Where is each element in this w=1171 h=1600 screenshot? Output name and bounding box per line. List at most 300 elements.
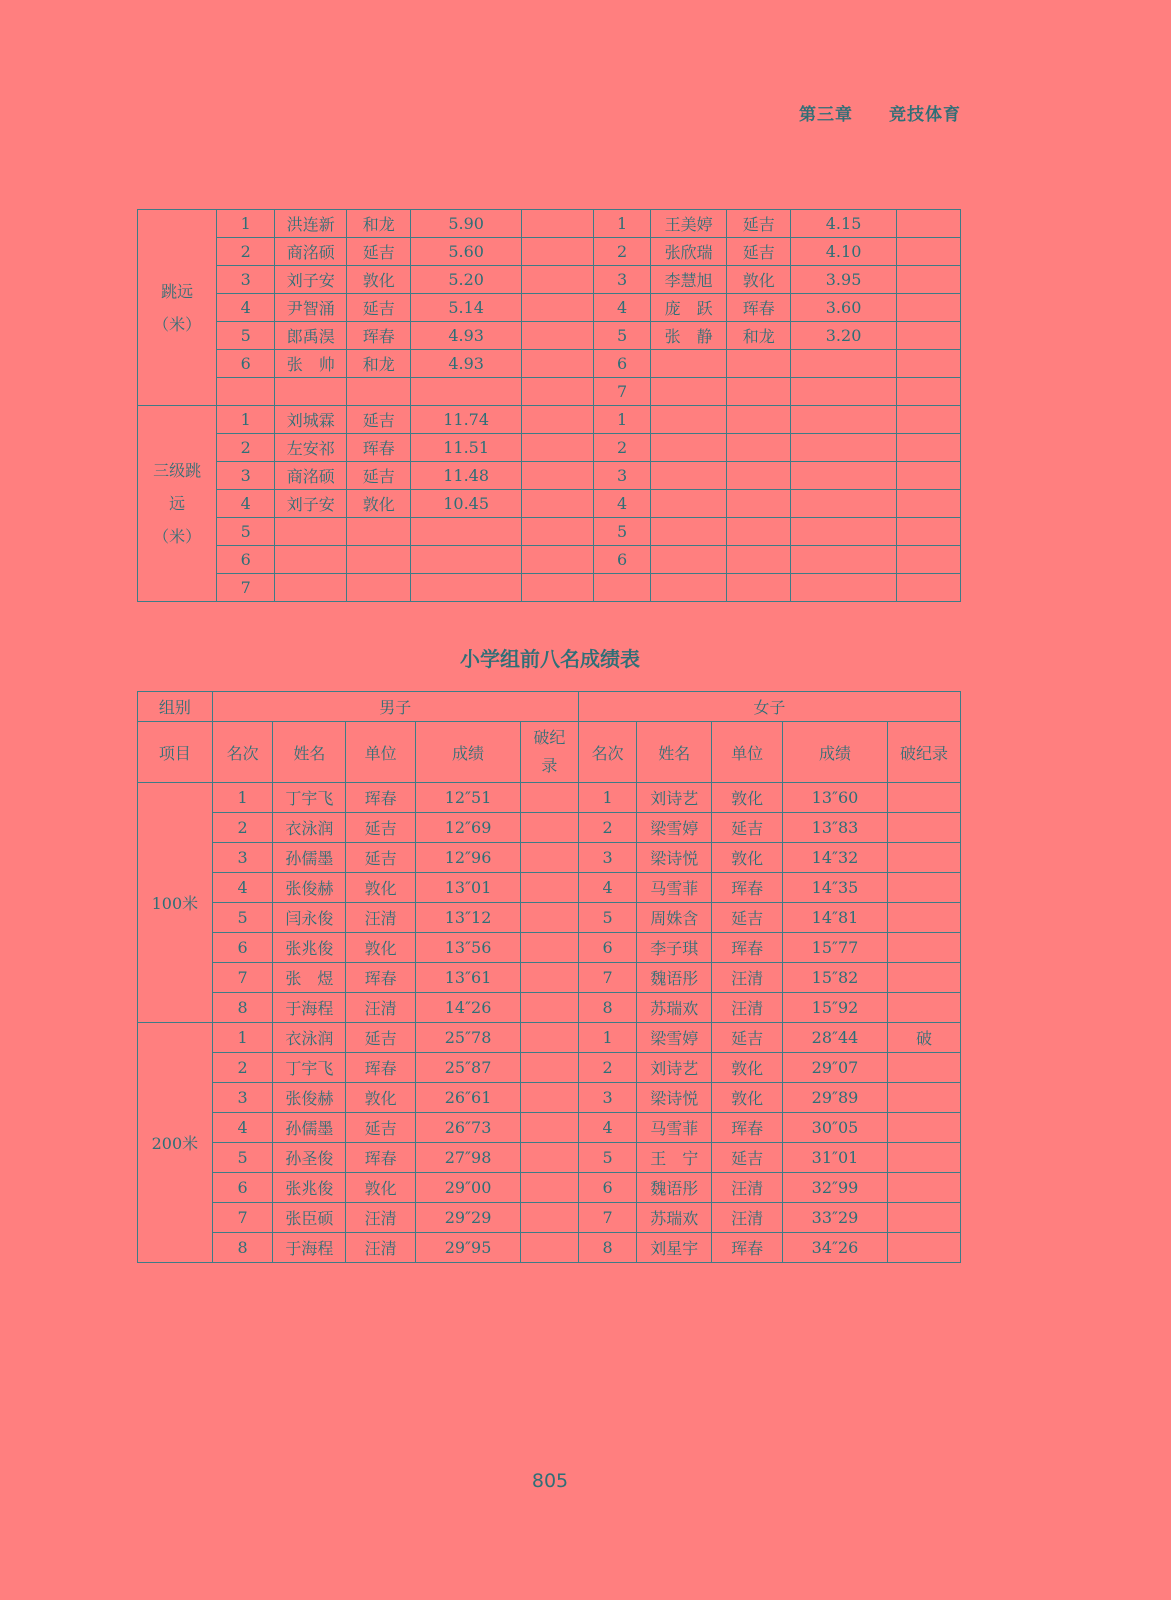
female-score-cell: 33″29 [782, 1203, 887, 1233]
male-record-cell [521, 873, 579, 903]
male-record-cell [521, 1113, 579, 1143]
male-score-cell: 29″00 [415, 1173, 520, 1203]
female-record-cell [896, 266, 960, 294]
header-row-columns [138, 722, 961, 783]
male-rank-cell: 3 [212, 1083, 273, 1113]
event-label: 100米 [138, 783, 213, 1023]
male-name-cell: 张 煜 [273, 963, 346, 993]
male-rank-cell: 7 [212, 1203, 273, 1233]
male-record-cell [522, 294, 594, 322]
male-rank-cell: 5 [212, 903, 273, 933]
male-rank-cell: 6 [217, 546, 275, 574]
female-rank-cell: 1 [594, 406, 651, 434]
female-unit-cell [727, 546, 791, 574]
table-row [138, 1113, 961, 1143]
female-score-cell [791, 462, 897, 490]
female-record-cell [896, 462, 960, 490]
male-score-cell [411, 518, 522, 546]
female-rank-cell: 8 [578, 993, 637, 1023]
male-score-cell: 26″73 [415, 1113, 520, 1143]
header-female: 女子 [578, 692, 960, 722]
male-name-cell: 洪连新 [275, 210, 347, 238]
male-record-cell [521, 1233, 579, 1263]
male-rank-cell: 1 [217, 210, 275, 238]
female-unit-cell: 汪清 [712, 993, 783, 1023]
male-rank-cell: 8 [212, 993, 273, 1023]
column-header: 成绩 [782, 722, 887, 783]
female-unit-cell: 延吉 [712, 813, 783, 843]
table-row [138, 783, 961, 813]
male-score-cell: 4.93 [411, 322, 522, 350]
male-score-cell: 13″56 [415, 933, 520, 963]
male-record-cell [522, 490, 594, 518]
male-unit-cell: 敦化 [347, 490, 411, 518]
table-title: 小学组前八名成绩表 [460, 647, 640, 671]
table-row [138, 1083, 961, 1113]
female-rank-cell: 7 [578, 1203, 637, 1233]
male-name-cell: 商洺硕 [275, 462, 347, 490]
male-score-cell: 11.48 [411, 462, 522, 490]
male-rank-cell [217, 378, 275, 406]
table-row [138, 843, 961, 873]
female-score-cell: 3.60 [791, 294, 897, 322]
male-name-cell: 闫永俊 [273, 903, 346, 933]
male-unit-cell [347, 546, 411, 574]
male-name-cell: 张臣硕 [273, 1203, 346, 1233]
female-rank-cell: 1 [578, 783, 637, 813]
female-rank-cell: 6 [578, 933, 637, 963]
female-name-cell: 王美婷 [651, 210, 727, 238]
male-name-cell: 张兆俊 [273, 933, 346, 963]
male-unit-cell [347, 518, 411, 546]
male-unit-cell: 汪清 [346, 993, 416, 1023]
male-score-cell: 14″26 [415, 993, 520, 1023]
table-row [138, 813, 961, 843]
male-record-cell [522, 378, 594, 406]
female-record-cell [896, 378, 960, 406]
female-name-cell: 周姝含 [637, 903, 712, 933]
female-rank-cell [594, 574, 651, 602]
male-name-cell: 孙儒墨 [273, 843, 346, 873]
male-score-cell: 13″61 [415, 963, 520, 993]
female-score-cell: 4.15 [791, 210, 897, 238]
female-score-cell [791, 490, 897, 518]
female-record-cell [896, 294, 960, 322]
female-unit-cell: 汪清 [712, 963, 783, 993]
female-name-cell [651, 434, 727, 462]
female-score-cell [791, 378, 897, 406]
event-label: 跳远 （米） [138, 210, 217, 406]
male-score-cell: 26″61 [415, 1083, 520, 1113]
female-name-cell [651, 490, 727, 518]
column-header: 单位 [346, 722, 416, 783]
male-score-cell: 4.93 [411, 350, 522, 378]
female-record-cell [888, 1083, 961, 1113]
table-row [138, 933, 961, 963]
male-name-cell: 丁宇飞 [273, 783, 346, 813]
female-name-cell [651, 546, 727, 574]
male-score-cell: 5.90 [411, 210, 522, 238]
female-unit-cell: 延吉 [712, 1143, 783, 1173]
female-name-cell: 李慧旭 [651, 266, 727, 294]
male-unit-cell: 延吉 [346, 813, 416, 843]
female-name-cell: 梁雪婷 [637, 813, 712, 843]
table-row [138, 963, 961, 993]
male-score-cell: 29″29 [415, 1203, 520, 1233]
table-row [138, 1203, 961, 1233]
female-record-cell [888, 993, 961, 1023]
male-rank-cell: 3 [212, 843, 273, 873]
female-rank-cell: 2 [594, 434, 651, 462]
female-unit-cell: 敦化 [712, 783, 783, 813]
female-rank-cell: 5 [594, 322, 651, 350]
male-unit-cell: 敦化 [346, 873, 416, 903]
male-score-cell: 12″69 [415, 813, 520, 843]
male-name-cell: 张兆俊 [273, 1173, 346, 1203]
female-record-cell [888, 963, 961, 993]
female-unit-cell: 延吉 [727, 238, 791, 266]
table-row [138, 518, 961, 546]
table-row [138, 546, 961, 574]
female-record-cell [896, 546, 960, 574]
male-rank-cell: 5 [212, 1143, 273, 1173]
table-row [138, 1233, 961, 1263]
female-unit-cell: 珲春 [712, 873, 783, 903]
female-rank-cell: 3 [578, 843, 637, 873]
table-row [138, 1143, 961, 1173]
male-name-cell: 张 帅 [275, 350, 347, 378]
female-rank-cell: 7 [578, 963, 637, 993]
male-unit-cell: 敦化 [346, 1173, 416, 1203]
female-name-cell [651, 462, 727, 490]
female-rank-cell: 4 [578, 873, 637, 903]
female-record-cell [896, 574, 960, 602]
male-unit-cell: 敦化 [347, 266, 411, 294]
table-row [138, 1053, 961, 1083]
male-record-cell [521, 1053, 579, 1083]
female-unit-cell: 珲春 [727, 294, 791, 322]
male-unit-cell: 延吉 [347, 462, 411, 490]
male-record-cell [522, 462, 594, 490]
female-rank-cell: 7 [594, 378, 651, 406]
page-number: 805 [531, 1470, 569, 1492]
female-rank-cell: 6 [594, 546, 651, 574]
column-header: 姓名 [273, 722, 346, 783]
male-score-cell [411, 546, 522, 574]
male-record-cell [521, 783, 579, 813]
male-unit-cell: 汪清 [346, 1233, 416, 1263]
table-row [138, 574, 961, 602]
male-unit-cell: 敦化 [346, 1083, 416, 1113]
male-record-cell [521, 993, 579, 1023]
female-record-cell [896, 406, 960, 434]
male-unit-cell: 延吉 [347, 238, 411, 266]
female-rank-cell: 4 [578, 1113, 637, 1143]
male-record-cell [521, 813, 579, 843]
column-header: 名次 [578, 722, 637, 783]
male-name-cell [275, 518, 347, 546]
female-score-cell: 29″07 [782, 1053, 887, 1083]
female-score-cell [791, 574, 897, 602]
table-row [138, 903, 961, 933]
male-rank-cell: 3 [217, 266, 275, 294]
male-score-cell: 27″98 [415, 1143, 520, 1173]
female-unit-cell: 延吉 [712, 903, 783, 933]
female-score-cell: 15″92 [782, 993, 887, 1023]
female-record-cell [888, 1203, 961, 1233]
female-name-cell: 魏语彤 [637, 1173, 712, 1203]
male-rank-cell: 5 [217, 322, 275, 350]
table-row [138, 350, 961, 378]
female-rank-cell: 4 [594, 294, 651, 322]
female-record-cell [888, 843, 961, 873]
female-rank-cell: 5 [578, 903, 637, 933]
female-record-cell [896, 238, 960, 266]
female-record-cell [888, 873, 961, 903]
female-rank-cell: 4 [594, 490, 651, 518]
female-record-cell [896, 434, 960, 462]
female-rank-cell: 2 [578, 1053, 637, 1083]
female-name-cell [651, 518, 727, 546]
male-record-cell [522, 406, 594, 434]
female-score-cell [791, 518, 897, 546]
male-rank-cell: 6 [212, 1173, 273, 1203]
table-row [138, 238, 961, 266]
male-name-cell: 衣泳润 [273, 813, 346, 843]
female-rank-cell: 5 [578, 1143, 637, 1173]
female-score-cell: 15″82 [782, 963, 887, 993]
column-header: 名次 [212, 722, 273, 783]
female-record-cell [888, 933, 961, 963]
table1-body [138, 210, 961, 602]
female-unit-cell: 珲春 [712, 1233, 783, 1263]
male-unit-cell: 敦化 [346, 933, 416, 963]
male-record-cell [522, 546, 594, 574]
male-record-cell [521, 933, 579, 963]
female-unit-cell: 珲春 [712, 933, 783, 963]
male-rank-cell: 7 [217, 574, 275, 602]
female-unit-cell: 和龙 [727, 322, 791, 350]
female-name-cell: 刘星宇 [637, 1233, 712, 1263]
female-unit-cell: 延吉 [727, 210, 791, 238]
male-unit-cell: 珲春 [347, 322, 411, 350]
female-record-cell [896, 518, 960, 546]
male-rank-cell: 3 [217, 462, 275, 490]
female-record-cell [888, 813, 961, 843]
female-name-cell: 马雪菲 [637, 1113, 712, 1143]
male-rank-cell: 8 [212, 1233, 273, 1263]
female-unit-cell [727, 378, 791, 406]
female-unit-cell: 敦化 [727, 266, 791, 294]
female-score-cell [791, 406, 897, 434]
male-record-cell [521, 1143, 579, 1173]
female-score-cell: 14″81 [782, 903, 887, 933]
male-score-cell: 25″78 [415, 1023, 520, 1053]
male-record-cell [522, 518, 594, 546]
male-score-cell: 5.20 [411, 266, 522, 294]
female-name-cell [651, 350, 727, 378]
female-name-cell: 梁雪婷 [637, 1023, 712, 1053]
female-record-cell [888, 1113, 961, 1143]
female-name-cell: 张 静 [651, 322, 727, 350]
header-male: 男子 [212, 692, 578, 722]
female-score-cell: 31″01 [782, 1143, 887, 1173]
female-score-cell: 4.10 [791, 238, 897, 266]
female-record-cell [888, 903, 961, 933]
female-name-cell: 刘诗艺 [637, 1053, 712, 1083]
event-label: 三级跳 远 （米） [138, 406, 217, 602]
male-score-cell: 12″51 [415, 783, 520, 813]
female-record-cell [896, 322, 960, 350]
male-name-cell: 刘城霖 [275, 406, 347, 434]
female-score-cell: 13″83 [782, 813, 887, 843]
male-unit-cell [347, 378, 411, 406]
female-name-cell: 王 宁 [637, 1143, 712, 1173]
female-unit-cell [727, 434, 791, 462]
table-row [138, 993, 961, 1023]
female-name-cell: 梁诗悦 [637, 1083, 712, 1113]
column-header: 破纪录 [888, 722, 961, 783]
male-record-cell [522, 322, 594, 350]
male-record-cell [521, 963, 579, 993]
column-header: 项目 [138, 722, 213, 783]
female-record-cell [888, 1233, 961, 1263]
male-record-cell [521, 1173, 579, 1203]
male-unit-cell: 延吉 [346, 1023, 416, 1053]
male-rank-cell: 2 [212, 813, 273, 843]
male-rank-cell: 4 [217, 490, 275, 518]
female-unit-cell: 敦化 [712, 843, 783, 873]
female-record-cell [888, 1173, 961, 1203]
column-header: 破纪 录 [521, 722, 579, 783]
results-table-primary [137, 691, 961, 1263]
column-header: 成绩 [415, 722, 520, 783]
male-unit-cell: 延吉 [347, 294, 411, 322]
male-score-cell: 25″87 [415, 1053, 520, 1083]
male-score-cell [411, 378, 522, 406]
female-record-cell [888, 1053, 961, 1083]
column-header: 姓名 [637, 722, 712, 783]
female-score-cell: 14″35 [782, 873, 887, 903]
male-rank-cell: 2 [212, 1053, 273, 1083]
female-name-cell [651, 378, 727, 406]
male-rank-cell: 4 [217, 294, 275, 322]
female-record-cell [896, 350, 960, 378]
female-unit-cell: 敦化 [712, 1053, 783, 1083]
table-row [138, 266, 961, 294]
female-score-cell [791, 546, 897, 574]
table-row [138, 378, 961, 406]
female-unit-cell [727, 350, 791, 378]
male-score-cell: 5.14 [411, 294, 522, 322]
female-name-cell: 刘诗艺 [637, 783, 712, 813]
female-score-cell: 30″05 [782, 1113, 887, 1143]
female-rank-cell: 8 [578, 1233, 637, 1263]
male-unit-cell: 汪清 [346, 903, 416, 933]
male-name-cell: 尹智涌 [275, 294, 347, 322]
male-score-cell: 10.45 [411, 490, 522, 518]
male-name-cell: 衣泳润 [273, 1023, 346, 1053]
male-name-cell: 张俊赫 [273, 1083, 346, 1113]
table-row [138, 294, 961, 322]
female-name-cell: 李子琪 [637, 933, 712, 963]
female-score-cell: 3.95 [791, 266, 897, 294]
female-record-cell: 破 [888, 1023, 961, 1053]
male-rank-cell: 7 [212, 963, 273, 993]
male-record-cell [521, 843, 579, 873]
female-unit-cell: 汪清 [712, 1203, 783, 1233]
female-rank-cell: 2 [578, 813, 637, 843]
female-score-cell [791, 350, 897, 378]
chapter-header: 第三章 竞技体育 [799, 105, 961, 125]
male-name-cell: 刘子安 [275, 490, 347, 518]
female-rank-cell: 2 [594, 238, 651, 266]
female-name-cell: 张欣瑞 [651, 238, 727, 266]
male-record-cell [522, 266, 594, 294]
female-rank-cell: 6 [578, 1173, 637, 1203]
table-row [138, 873, 961, 903]
female-score-cell: 3.20 [791, 322, 897, 350]
male-rank-cell: 6 [212, 933, 273, 963]
table-row [138, 434, 961, 462]
male-record-cell [521, 1023, 579, 1053]
male-unit-cell: 珲春 [346, 783, 416, 813]
female-rank-cell: 1 [594, 210, 651, 238]
female-score-cell: 32″99 [782, 1173, 887, 1203]
female-rank-cell: 3 [594, 462, 651, 490]
male-name-cell: 孙儒墨 [273, 1113, 346, 1143]
male-unit-cell: 和龙 [347, 210, 411, 238]
female-rank-cell: 5 [594, 518, 651, 546]
female-unit-cell: 珲春 [712, 1113, 783, 1143]
table-row [138, 462, 961, 490]
female-name-cell: 马雪菲 [637, 873, 712, 903]
table-row [138, 322, 961, 350]
female-score-cell: 15″77 [782, 933, 887, 963]
header-group-label: 组别 [138, 692, 213, 722]
male-record-cell [522, 434, 594, 462]
female-score-cell: 13″60 [782, 783, 887, 813]
female-record-cell [888, 783, 961, 813]
male-name-cell: 左安祁 [275, 434, 347, 462]
female-rank-cell: 6 [594, 350, 651, 378]
male-score-cell [411, 574, 522, 602]
male-name-cell [275, 574, 347, 602]
female-score-cell: 28″44 [782, 1023, 887, 1053]
male-unit-cell: 珲春 [346, 1053, 416, 1083]
male-unit-cell: 延吉 [347, 406, 411, 434]
female-unit-cell [727, 518, 791, 546]
male-score-cell: 13″01 [415, 873, 520, 903]
female-record-cell [888, 1143, 961, 1173]
male-name-cell: 郎禹淏 [275, 322, 347, 350]
female-unit-cell [727, 462, 791, 490]
male-name-cell [275, 546, 347, 574]
female-name-cell: 魏语彤 [637, 963, 712, 993]
male-record-cell [522, 350, 594, 378]
male-unit-cell: 珲春 [346, 1143, 416, 1173]
male-record-cell [521, 903, 579, 933]
female-name-cell: 庞 跃 [651, 294, 727, 322]
male-record-cell [522, 210, 594, 238]
male-unit-cell: 汪清 [346, 1203, 416, 1233]
male-rank-cell: 2 [217, 238, 275, 266]
table-row [138, 1173, 961, 1203]
male-unit-cell: 和龙 [347, 350, 411, 378]
table-row [138, 490, 961, 518]
male-unit-cell: 珲春 [346, 963, 416, 993]
male-name-cell: 丁宇飞 [273, 1053, 346, 1083]
